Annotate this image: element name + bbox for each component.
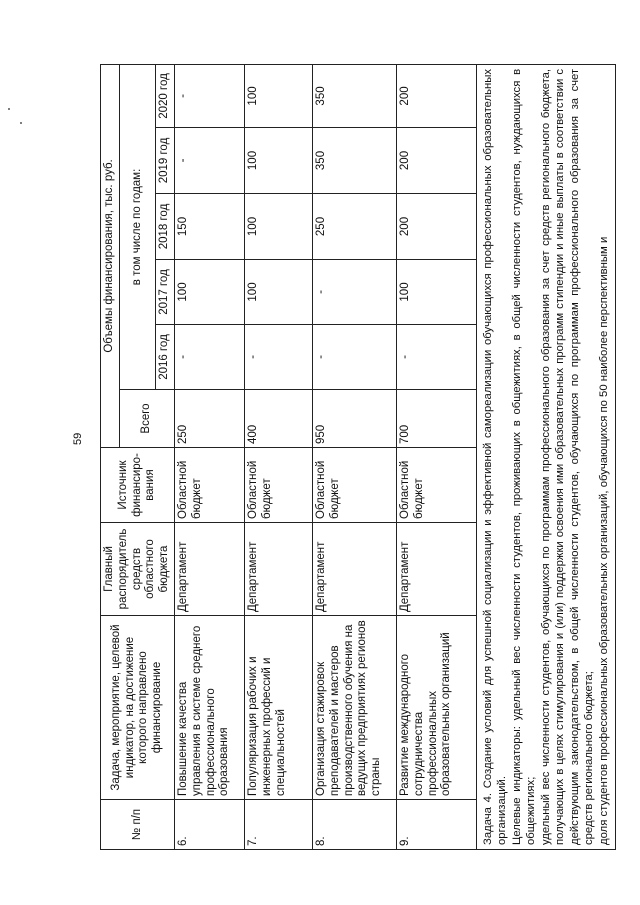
row-total: 950	[312, 390, 396, 448]
row-y2016: -	[312, 325, 396, 390]
header-volume: Объемы финансирования, тыс. руб.	[101, 64, 120, 447]
header-year: 2019 год	[156, 128, 175, 194]
header-year: 2020 год	[156, 64, 175, 127]
financing-table	[100, 64, 616, 850]
row-y2020: 200	[396, 64, 476, 127]
task4-cell	[476, 64, 615, 849]
table-row	[244, 64, 312, 849]
page-number: 59	[72, 432, 84, 445]
task4-indicator-3: доля студентов профессиональных образовательных организаций, обучающихся по 50 наиболее перспективным и	[597, 236, 610, 845]
row-y2020: -	[174, 64, 244, 127]
row-manager: Департамент	[174, 523, 244, 616]
row-total: 250	[174, 390, 244, 448]
header-year: 2018 год	[156, 194, 175, 260]
header-total: Всего	[119, 390, 174, 448]
row-y2017: 100	[244, 260, 312, 325]
header-manager: Главный распорядитель средств областного бюджета	[101, 523, 175, 616]
row-y2019: -	[174, 128, 244, 194]
rotated-table-sheet	[100, 65, 620, 850]
row-source: Областной бюджет	[244, 448, 312, 523]
row-y2017: 100	[174, 260, 244, 325]
table-row	[312, 64, 396, 849]
row-y2018: 200	[396, 194, 476, 260]
row-task: Развитие международного сотрудничества профессиональных образовательных организаций	[396, 616, 476, 800]
row-manager: Департамент	[312, 523, 396, 616]
row-y2016: -	[174, 325, 244, 390]
header-num: № п/п	[101, 800, 175, 850]
row-y2018: 250	[312, 194, 396, 260]
task4-indicators: Целевые индикаторы: удельный вес численности студентов, проживающих в общежитиях, в общей численности студентов, нуждающихся в общежитиях;	[510, 68, 538, 845]
header-source: Источник финансиро-вания	[101, 448, 175, 523]
row-y2020: 100	[244, 64, 312, 127]
task4-indicator-2: удельный вес численности студентов, обучающихся по программам профессионального образования за счет средств регионального бюджета, получающих в целях стимулирования и (или) поддержки освоения ими образовательных программ стипендии и иные выплаты в соответствии с действующим законодательством, в общей численности студентов, обучающихся по программам профессионального образования за счет средств регионального бюджета;	[539, 68, 596, 845]
task4-title: Задача 4. Создание условий для успешной социализации и эффективной самореализации обучающихся профессиональных образовательных организаций.	[481, 68, 509, 845]
row-total: 700	[396, 390, 476, 448]
table-row	[396, 64, 476, 849]
task-row	[476, 64, 615, 849]
row-source: Областной бюджет	[396, 448, 476, 523]
row-y2019: 350	[312, 128, 396, 194]
row-num: 7.	[244, 800, 312, 850]
row-total: 400	[244, 390, 312, 448]
header-task: Задача, мероприятие, целевой индикатор, на достижение которого направлено финансирование	[101, 616, 175, 800]
scan-speck	[8, 108, 10, 110]
header-year: 2017 год	[156, 260, 175, 325]
row-y2016: -	[396, 325, 476, 390]
row-num: 8.	[312, 800, 396, 850]
row-num: 9.	[396, 800, 476, 850]
row-y2019: 200	[396, 128, 476, 194]
row-task: Организация стажировок преподавателей и мастеров производственного обучения на ведущих предприятиях регионов страны	[312, 616, 396, 800]
row-task: Популяризация рабочих и инженерных профессий и специальностей	[244, 616, 312, 800]
row-source: Областной бюджет	[312, 448, 396, 523]
row-y2020: 350	[312, 64, 396, 127]
row-y2017: -	[312, 260, 396, 325]
row-num: 6.	[174, 800, 244, 850]
row-manager: Департамент	[396, 523, 476, 616]
row-source: Областной бюджет	[174, 448, 244, 523]
row-y2018: 100	[244, 194, 312, 260]
scan-speck	[20, 122, 22, 124]
row-y2017: 100	[396, 260, 476, 325]
row-manager: Департамент	[244, 523, 312, 616]
row-y2018: 150	[174, 194, 244, 260]
row-y2019: 100	[244, 128, 312, 194]
header-year: 2016 год	[156, 325, 175, 390]
row-y2016: -	[244, 325, 312, 390]
row-task: Повышение качества управления в системе среднего профессионального образования	[174, 616, 244, 800]
header-row-1	[101, 64, 120, 849]
table-row	[174, 64, 244, 849]
header-by-year: в том числе по годам:	[119, 64, 155, 389]
